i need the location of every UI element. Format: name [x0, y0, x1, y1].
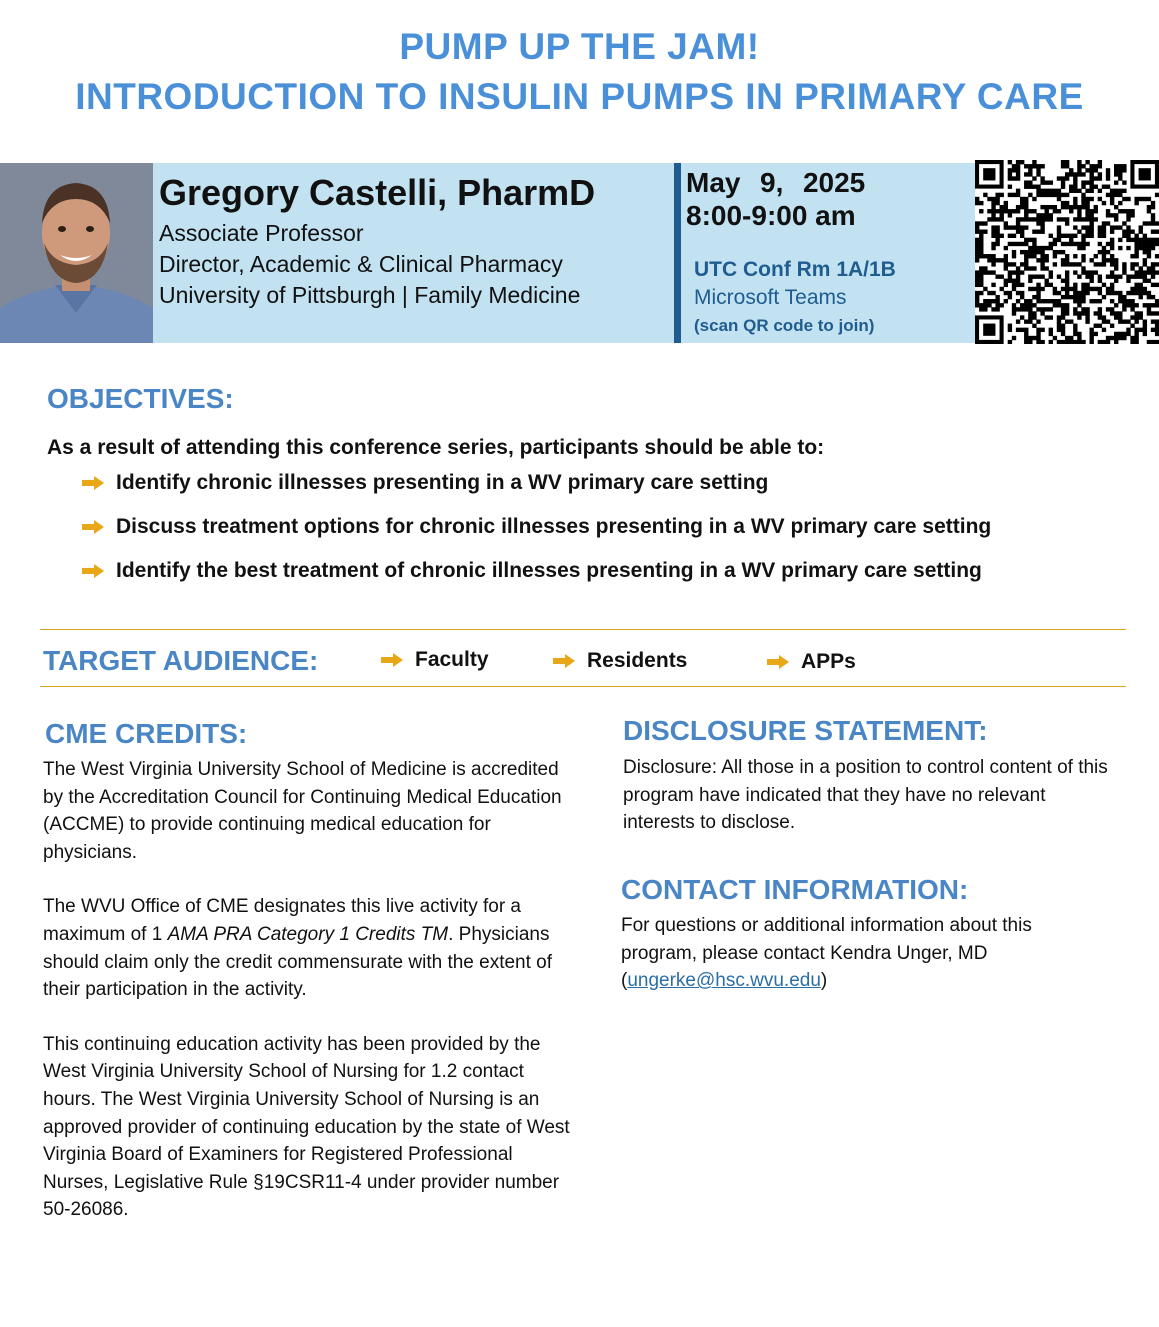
event-date: May 9, 2025 [686, 167, 866, 198]
cme-paragraph-2-text: The WVU Office of CME designates this live activity for a maximum of 1 [43, 896, 521, 945]
objective-text: Discuss treatment options for chronic illnesses presenting in a WV primary care setting [116, 515, 992, 538]
event-virtual: Microsoft Teams [694, 286, 847, 309]
cme-body [43, 756, 573, 1224]
cme-paragraph-3: This continuing education activity has been provided by the West Virginia University School of Nursing for 1.2 contact hours. The West Virginia University School of Nursing is an approved provider of continuing education by the state of West Virginia Board of Examiners for Registered Professional Nurses, Legislative Rule §19CSR11-4 under provider number 50-26086. [43, 1033, 570, 1221]
title-line-2: INTRODUCTION TO INSULIN PUMPS IN PRIMARY CARE [75, 76, 1084, 117]
speaker-affiliation: University of Pittsburgh | Family Medicine [159, 282, 581, 308]
contact-text [621, 912, 1101, 995]
cme-paragraph-2 [43, 893, 573, 1003]
right-arrow-icon [82, 476, 104, 490]
objective-item [82, 559, 982, 583]
disclosure-heading: DISCLOSURE STATEMENT: [623, 715, 988, 746]
title-line-1: PUMP UP THE JAM! [399, 26, 760, 67]
audience-label: APPs [801, 650, 856, 673]
cme-heading: CME CREDITS: [45, 718, 248, 749]
contact-paren-close: ) [820, 970, 828, 992]
audience-item [381, 648, 489, 672]
cme-paragraph-1: The West Virginia University School of Medicine is accredited by the Accreditation Council for Continuing Medical Education (ACCME) to provide continuing medical education for physicians. [43, 759, 562, 863]
cme-credit-designation: AMA PRA Category 1 Credits TM [167, 923, 449, 945]
right-arrow-icon [82, 520, 104, 534]
cme-paragraph-2-text-end: . Physicians should claim only the credit commensurate with the extent of their participation in the activity. [43, 923, 553, 1001]
objectives-heading: OBJECTIVES: [47, 383, 234, 414]
event-time: 8:00-9:00 am [686, 200, 856, 231]
speaker-role: Director, Academic & Clinical Pharmacy [159, 251, 563, 277]
contact-heading: CONTACT INFORMATION: [621, 874, 969, 905]
banner-divider [674, 163, 681, 343]
right-arrow-icon [553, 654, 575, 668]
audience-item [553, 649, 687, 673]
contact-email-link[interactable]: ungerke@hsc.wvu.edu [627, 970, 821, 992]
right-arrow-icon [767, 655, 789, 669]
event-location: UTC Conf Rm 1A/1B [694, 258, 896, 281]
contact-body: For questions or additional information about this program, please contact Kendra Unger, MD [621, 915, 1032, 964]
contact-paren-open: ( [621, 970, 628, 992]
objectives-intro: As a result of attending this conference series, participants should be able to: [47, 436, 825, 459]
audience-label: Residents [587, 649, 688, 672]
right-arrow-icon [82, 564, 104, 578]
disclosure-text: Disclosure: All those in a position to control content of this program have indicated that they have no relevant interests to disclose. [623, 757, 1108, 834]
right-arrow-icon [381, 653, 403, 667]
speaker-title: Associate Professor [159, 220, 364, 246]
speaker-photo [0, 163, 153, 343]
audience-item [767, 650, 856, 674]
divider-top [40, 629, 1126, 630]
objective-text: Identify chronic illnesses presenting in a WV primary care setting [116, 471, 769, 494]
objective-item [82, 515, 991, 539]
speaker-name: Gregory Castelli, PharmD [159, 172, 596, 213]
qr-note: (scan QR code to join) [694, 316, 875, 335]
audience-heading: TARGET AUDIENCE: [43, 645, 319, 676]
objective-item [82, 471, 768, 495]
divider-bottom [40, 686, 1126, 687]
audience-label: Faculty [415, 648, 489, 671]
qr-code-icon[interactable] [975, 160, 1159, 344]
objective-text: Identify the best treatment of chronic illnesses presenting in a WV primary care setting [116, 559, 982, 582]
